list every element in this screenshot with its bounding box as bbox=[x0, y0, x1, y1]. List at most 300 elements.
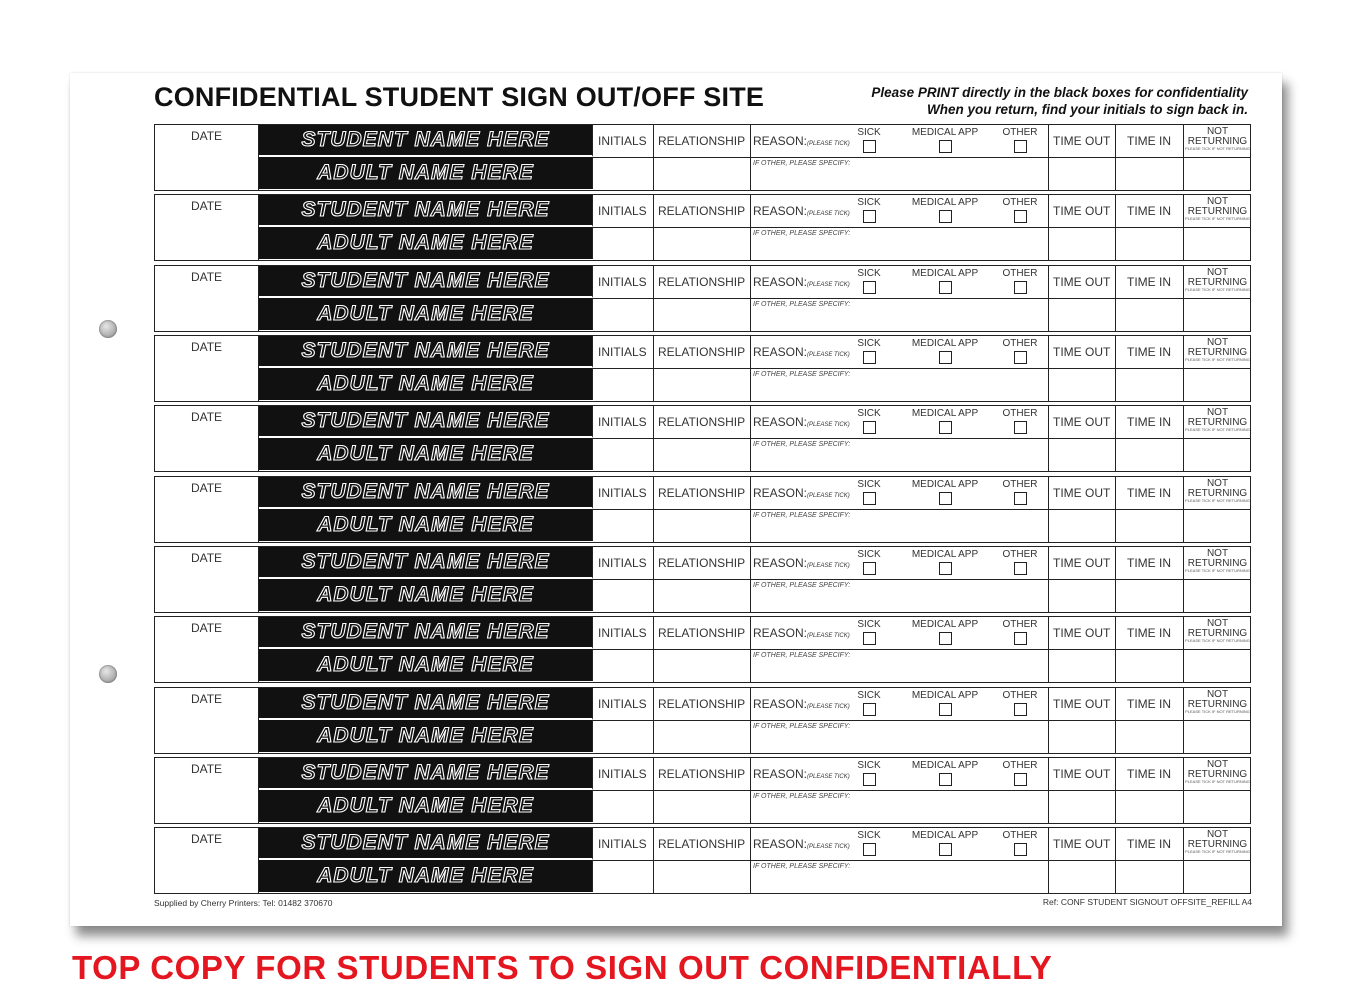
reason-label bbox=[753, 415, 850, 429]
not-returning-cell[interactable] bbox=[1183, 338, 1252, 362]
row-divider bbox=[593, 227, 1250, 228]
column-divider bbox=[1115, 547, 1116, 612]
adult-name-box[interactable] bbox=[259, 298, 593, 330]
date-label: DATE bbox=[190, 762, 223, 777]
student-name-placeholder: STUDENT NAME HERE bbox=[301, 409, 550, 433]
date-label: DATE bbox=[190, 199, 223, 214]
time-in-label: TIME IN bbox=[1127, 204, 1171, 219]
other-option bbox=[1000, 338, 1040, 364]
adult-name-placeholder: ADULT NAME HERE bbox=[317, 161, 534, 184]
other-checkbox[interactable] bbox=[1014, 703, 1027, 716]
student-name-box[interactable] bbox=[259, 547, 593, 579]
sick-checkbox[interactable] bbox=[863, 773, 876, 786]
not-returning-label: NOT RETURNING bbox=[1187, 759, 1248, 781]
time-out-label: TIME OUT bbox=[1053, 415, 1111, 430]
other-checkbox[interactable] bbox=[1014, 421, 1027, 434]
time-out-label: TIME OUT bbox=[1053, 767, 1111, 782]
other-option bbox=[1000, 690, 1040, 716]
student-name-box[interactable] bbox=[259, 125, 593, 157]
student-name-box[interactable] bbox=[259, 758, 593, 790]
specify-label: IF OTHER, PLEASE SPECIFY: bbox=[753, 652, 851, 660]
other-label: OTHER bbox=[1002, 478, 1038, 490]
reason-label bbox=[753, 204, 850, 218]
student-name-box[interactable] bbox=[259, 266, 593, 298]
medical-label: MEDICAL APP bbox=[911, 478, 979, 490]
not-returning-hint: PLEASE TICK IF NOT RETURNING bbox=[1185, 568, 1250, 574]
relationship-label: RELATIONSHIP bbox=[658, 556, 746, 571]
adult-name-box[interactable] bbox=[259, 720, 593, 752]
other-option bbox=[1000, 127, 1040, 153]
not-returning-cell[interactable] bbox=[1183, 408, 1252, 432]
date-label: DATE bbox=[190, 832, 223, 847]
time-in-label: TIME IN bbox=[1127, 556, 1171, 571]
date-cell[interactable] bbox=[155, 336, 259, 401]
other-checkbox[interactable] bbox=[1014, 210, 1027, 223]
specify-label: IF OTHER, PLEASE SPECIFY: bbox=[753, 160, 851, 167]
other-label: OTHER bbox=[1002, 127, 1038, 138]
adult-name-box[interactable] bbox=[259, 860, 593, 892]
specify-label: IF OTHER, PLEASE SPECIFY: bbox=[753, 230, 851, 238]
row-divider bbox=[593, 790, 1250, 791]
sick-checkbox[interactable] bbox=[863, 632, 876, 645]
other-checkbox[interactable] bbox=[1014, 351, 1027, 364]
student-name-box[interactable] bbox=[259, 477, 593, 509]
specify-label: IF OTHER, PLEASE SPECIFY: bbox=[753, 582, 851, 590]
date-cell[interactable] bbox=[155, 125, 259, 190]
not-returning-hint: PLEASE TICK IF NOT RETURNING bbox=[1185, 849, 1250, 855]
column-divider bbox=[750, 125, 751, 190]
student-name-placeholder: STUDENT NAME HERE bbox=[301, 198, 550, 222]
sick-checkbox[interactable] bbox=[863, 210, 876, 223]
medical-checkbox[interactable] bbox=[939, 210, 952, 223]
punch-hole bbox=[99, 320, 117, 338]
column-divider bbox=[653, 758, 654, 823]
reason-hint: (PLEASE TICK) bbox=[807, 703, 850, 710]
initials-label: INITIALS bbox=[598, 696, 647, 711]
column-divider bbox=[750, 406, 751, 471]
student-name-placeholder: STUDENT NAME HERE bbox=[301, 620, 550, 644]
relationship-label: RELATIONSHIP bbox=[658, 837, 746, 852]
adult-name-placeholder: ADULT NAME HERE bbox=[317, 723, 534, 747]
medical-option bbox=[907, 197, 983, 223]
row-divider bbox=[593, 649, 1250, 650]
reason-text: REASON: bbox=[753, 485, 808, 500]
other-label: OTHER bbox=[1002, 267, 1038, 279]
signout-row bbox=[154, 687, 1251, 754]
signout-row bbox=[154, 546, 1251, 613]
reason-label bbox=[753, 486, 850, 500]
sick-label: SICK bbox=[857, 197, 881, 209]
student-name-placeholder: STUDENT NAME HERE bbox=[301, 690, 550, 714]
other-checkbox[interactable] bbox=[1014, 773, 1027, 786]
row-divider bbox=[593, 579, 1250, 580]
sick-checkbox[interactable] bbox=[863, 281, 876, 294]
column-divider bbox=[1048, 688, 1049, 753]
date-cell[interactable] bbox=[155, 617, 259, 682]
column-divider bbox=[1115, 195, 1116, 260]
medical-checkbox[interactable] bbox=[939, 140, 952, 153]
sick-label: SICK bbox=[857, 267, 881, 279]
other-checkbox[interactable] bbox=[1014, 632, 1027, 645]
footer-ref: Ref: CONF STUDENT SIGNOUT OFFSITE_REFILL A4 bbox=[1042, 897, 1252, 907]
adult-name-box[interactable] bbox=[259, 649, 593, 681]
not-returning-cell[interactable] bbox=[1183, 619, 1252, 643]
column-divider bbox=[750, 195, 751, 260]
reason-hint: (PLEASE TICK) bbox=[807, 492, 850, 499]
column-divider bbox=[1115, 406, 1116, 471]
medical-checkbox[interactable] bbox=[939, 843, 952, 856]
column-divider bbox=[1048, 195, 1049, 260]
not-returning-label: NOT RETURNING bbox=[1187, 829, 1248, 851]
student-name-box[interactable] bbox=[259, 195, 593, 227]
student-name-placeholder: STUDENT NAME HERE bbox=[301, 831, 550, 855]
medical-checkbox[interactable] bbox=[939, 562, 952, 575]
not-returning-cell[interactable] bbox=[1183, 268, 1252, 292]
other-checkbox[interactable] bbox=[1014, 562, 1027, 575]
initials-label: INITIALS bbox=[598, 204, 647, 219]
column-divider bbox=[1048, 125, 1049, 190]
sick-checkbox[interactable] bbox=[863, 492, 876, 505]
row-divider bbox=[593, 720, 1250, 721]
medical-label: MEDICAL APP bbox=[911, 408, 979, 420]
column-divider bbox=[653, 406, 654, 471]
medical-checkbox[interactable] bbox=[939, 773, 952, 786]
sick-option bbox=[855, 830, 883, 856]
column-divider bbox=[1048, 406, 1049, 471]
not-returning-label: NOT RETURNING bbox=[1187, 196, 1248, 218]
student-name-placeholder: STUDENT NAME HERE bbox=[301, 128, 550, 151]
reason-label bbox=[753, 626, 850, 640]
time-in-label: TIME IN bbox=[1127, 274, 1171, 289]
sick-label: SICK bbox=[857, 830, 881, 842]
other-checkbox[interactable] bbox=[1014, 281, 1027, 294]
column-divider bbox=[750, 547, 751, 612]
not-returning-cell[interactable] bbox=[1183, 479, 1252, 503]
reason-hint: (PLEASE TICK) bbox=[807, 352, 850, 359]
column-divider bbox=[1048, 547, 1049, 612]
signout-row bbox=[154, 616, 1251, 683]
reason-text: REASON: bbox=[753, 134, 808, 148]
reason-text: REASON: bbox=[753, 274, 808, 289]
time-in-label: TIME IN bbox=[1127, 134, 1171, 148]
medical-checkbox[interactable] bbox=[939, 632, 952, 645]
column-divider bbox=[653, 617, 654, 682]
medical-label: MEDICAL APP bbox=[911, 197, 979, 209]
sick-checkbox[interactable] bbox=[863, 140, 876, 153]
other-option bbox=[1000, 197, 1040, 223]
reason-label bbox=[753, 697, 850, 711]
medical-label: MEDICAL APP bbox=[911, 267, 979, 279]
row-divider bbox=[593, 298, 1250, 299]
relationship-label: RELATIONSHIP bbox=[658, 485, 746, 500]
medical-option bbox=[907, 479, 983, 505]
column-divider bbox=[1115, 758, 1116, 823]
column-divider bbox=[1115, 477, 1116, 542]
column-divider bbox=[750, 828, 751, 893]
adult-name-box[interactable] bbox=[259, 368, 593, 400]
column-divider bbox=[750, 266, 751, 331]
not-returning-cell[interactable] bbox=[1183, 830, 1252, 854]
student-name-placeholder: STUDENT NAME HERE bbox=[301, 550, 550, 574]
date-cell[interactable] bbox=[155, 477, 259, 542]
signout-row bbox=[154, 335, 1251, 402]
initials-label: INITIALS bbox=[598, 134, 647, 148]
signout-row bbox=[154, 757, 1251, 824]
medical-label: MEDICAL APP bbox=[911, 549, 979, 561]
time-out-label: TIME OUT bbox=[1053, 485, 1111, 500]
sick-option bbox=[855, 268, 883, 294]
sick-option bbox=[855, 338, 883, 364]
column-divider bbox=[1048, 477, 1049, 542]
not-returning-label: NOT RETURNING bbox=[1187, 266, 1248, 288]
adult-name-placeholder: ADULT NAME HERE bbox=[317, 653, 534, 677]
other-checkbox[interactable] bbox=[1014, 492, 1027, 505]
sick-label: SICK bbox=[857, 408, 881, 420]
column-divider bbox=[1115, 125, 1116, 190]
relationship-label: RELATIONSHIP bbox=[658, 134, 746, 148]
initials-label: INITIALS bbox=[598, 415, 647, 430]
sick-checkbox[interactable] bbox=[863, 562, 876, 575]
reason-label bbox=[753, 134, 850, 148]
date-cell[interactable] bbox=[155, 828, 259, 893]
date-cell[interactable] bbox=[155, 266, 259, 331]
medical-checkbox[interactable] bbox=[939, 703, 952, 716]
initials-label: INITIALS bbox=[598, 274, 647, 289]
specify-label: IF OTHER, PLEASE SPECIFY: bbox=[753, 300, 851, 308]
other-checkbox[interactable] bbox=[1014, 843, 1027, 856]
sick-option bbox=[855, 479, 883, 505]
time-in-label: TIME IN bbox=[1127, 626, 1171, 641]
signout-row bbox=[154, 827, 1251, 894]
reason-label bbox=[753, 345, 850, 359]
medical-option bbox=[907, 619, 983, 645]
column-divider bbox=[1115, 688, 1116, 753]
date-cell[interactable] bbox=[155, 195, 259, 260]
column-divider bbox=[750, 336, 751, 401]
date-cell[interactable] bbox=[155, 758, 259, 823]
form-title: CONFIDENTIAL STUDENT SIGN OUT/OFF SITE bbox=[154, 82, 765, 112]
not-returning-cell[interactable] bbox=[1183, 549, 1252, 573]
relationship-label: RELATIONSHIP bbox=[658, 767, 746, 782]
other-option bbox=[1000, 619, 1040, 645]
student-name-box[interactable] bbox=[259, 406, 593, 438]
other-option bbox=[1000, 549, 1040, 575]
adult-name-placeholder: ADULT NAME HERE bbox=[317, 512, 534, 536]
medical-label: MEDICAL APP bbox=[911, 689, 979, 701]
reason-label bbox=[753, 767, 850, 781]
signout-rows bbox=[154, 124, 1251, 898]
not-returning-hint: PLEASE TICK IF NOT RETURNING bbox=[1185, 357, 1250, 363]
signout-row bbox=[154, 194, 1251, 261]
student-name-box[interactable] bbox=[259, 336, 593, 368]
initials-label: INITIALS bbox=[598, 767, 647, 782]
other-option bbox=[1000, 760, 1040, 786]
reason-hint: (PLEASE TICK) bbox=[807, 281, 850, 288]
column-divider bbox=[653, 828, 654, 893]
medical-checkbox[interactable] bbox=[939, 351, 952, 364]
sick-option bbox=[855, 127, 883, 153]
student-name-box[interactable] bbox=[259, 688, 593, 720]
instructions bbox=[871, 84, 1248, 118]
other-option bbox=[1000, 479, 1040, 505]
adult-name-placeholder: ADULT NAME HERE bbox=[317, 794, 534, 818]
medical-checkbox[interactable] bbox=[939, 421, 952, 434]
column-divider bbox=[653, 266, 654, 331]
column-divider bbox=[750, 758, 751, 823]
initials-label: INITIALS bbox=[598, 345, 647, 360]
time-out-label: TIME OUT bbox=[1053, 345, 1111, 360]
row-divider bbox=[593, 509, 1250, 510]
adult-name-box[interactable] bbox=[259, 579, 593, 611]
relationship-label: RELATIONSHIP bbox=[658, 415, 746, 430]
sick-checkbox[interactable] bbox=[863, 421, 876, 434]
other-label: OTHER bbox=[1002, 549, 1038, 561]
adult-name-box[interactable] bbox=[259, 790, 593, 822]
specify-label: IF OTHER, PLEASE SPECIFY: bbox=[753, 511, 851, 519]
medical-label: MEDICAL APP bbox=[911, 830, 979, 842]
top-copy-banner: TOP COPY FOR STUDENTS TO SIGN OUT CONFIDENTIALLY bbox=[72, 949, 1053, 986]
other-option bbox=[1000, 268, 1040, 294]
other-option bbox=[1000, 408, 1040, 434]
row-divider bbox=[593, 157, 1250, 158]
date-label: DATE bbox=[190, 691, 223, 706]
column-divider bbox=[653, 547, 654, 612]
sick-option bbox=[855, 408, 883, 434]
not-returning-label: NOT RETURNING bbox=[1187, 407, 1248, 429]
initials-label: INITIALS bbox=[598, 485, 647, 500]
not-returning-cell[interactable] bbox=[1183, 197, 1252, 221]
specify-label: IF OTHER, PLEASE SPECIFY: bbox=[753, 722, 851, 730]
relationship-label: RELATIONSHIP bbox=[658, 626, 746, 641]
column-divider bbox=[653, 336, 654, 401]
signout-row bbox=[154, 405, 1251, 472]
column-divider bbox=[1115, 617, 1116, 682]
sick-label: SICK bbox=[857, 127, 881, 138]
time-in-label: TIME IN bbox=[1127, 837, 1171, 852]
time-out-label: TIME OUT bbox=[1053, 204, 1111, 219]
initials-label: INITIALS bbox=[598, 556, 647, 571]
medical-option bbox=[907, 338, 983, 364]
time-out-label: TIME OUT bbox=[1053, 274, 1111, 289]
not-returning-hint: PLEASE TICK IF NOT RETURNING bbox=[1185, 779, 1250, 785]
date-label: DATE bbox=[190, 480, 223, 495]
student-name-placeholder: STUDENT NAME HERE bbox=[301, 479, 550, 503]
time-in-label: TIME IN bbox=[1127, 767, 1171, 782]
reason-hint: (PLEASE TICK) bbox=[807, 774, 850, 781]
student-name-box[interactable] bbox=[259, 617, 593, 649]
medical-checkbox[interactable] bbox=[939, 281, 952, 294]
date-cell[interactable] bbox=[155, 406, 259, 471]
adult-name-placeholder: ADULT NAME HERE bbox=[317, 372, 534, 396]
time-out-label: TIME OUT bbox=[1053, 837, 1111, 852]
date-label: DATE bbox=[190, 129, 223, 143]
reason-text: REASON: bbox=[753, 837, 808, 852]
date-label: DATE bbox=[190, 340, 223, 355]
not-returning-hint: PLEASE TICK IF NOT RETURNING bbox=[1185, 427, 1250, 433]
date-label: DATE bbox=[190, 551, 223, 566]
other-checkbox[interactable] bbox=[1014, 140, 1027, 153]
not-returning-cell[interactable] bbox=[1183, 127, 1252, 151]
not-returning-label: NOT RETURNING bbox=[1187, 477, 1248, 499]
reason-hint: (PLEASE TICK) bbox=[807, 633, 850, 640]
reason-text: REASON: bbox=[753, 345, 808, 360]
time-in-label: TIME IN bbox=[1127, 485, 1171, 500]
column-divider bbox=[750, 477, 751, 542]
column-divider bbox=[653, 195, 654, 260]
sick-option bbox=[855, 197, 883, 223]
column-divider bbox=[750, 617, 751, 682]
time-in-label: TIME IN bbox=[1127, 696, 1171, 711]
sick-checkbox[interactable] bbox=[863, 703, 876, 716]
student-name-placeholder: STUDENT NAME HERE bbox=[301, 761, 550, 785]
sick-label: SICK bbox=[857, 619, 881, 631]
other-label: OTHER bbox=[1002, 830, 1038, 842]
sick-checkbox[interactable] bbox=[863, 351, 876, 364]
other-label: OTHER bbox=[1002, 689, 1038, 701]
signout-row bbox=[154, 265, 1251, 332]
specify-label: IF OTHER, PLEASE SPECIFY: bbox=[753, 441, 851, 449]
not-returning-hint: PLEASE TICK IF NOT RETURNING bbox=[1185, 708, 1250, 714]
time-out-label: TIME OUT bbox=[1053, 556, 1111, 571]
sick-label: SICK bbox=[857, 689, 881, 701]
sick-checkbox[interactable] bbox=[863, 843, 876, 856]
adult-name-box[interactable] bbox=[259, 157, 593, 189]
sick-option bbox=[855, 690, 883, 716]
student-name-placeholder: STUDENT NAME HERE bbox=[301, 268, 550, 292]
adult-name-box[interactable] bbox=[259, 438, 593, 470]
adult-name-box[interactable] bbox=[259, 227, 593, 259]
sick-label: SICK bbox=[857, 549, 881, 561]
not-returning-cell[interactable] bbox=[1183, 760, 1252, 784]
specify-label: IF OTHER, PLEASE SPECIFY: bbox=[753, 863, 851, 871]
adult-name-placeholder: ADULT NAME HERE bbox=[317, 231, 534, 255]
reason-label bbox=[753, 275, 850, 289]
medical-checkbox[interactable] bbox=[939, 492, 952, 505]
reason-label bbox=[753, 837, 850, 851]
reason-hint: (PLEASE TICK) bbox=[807, 563, 850, 570]
date-cell[interactable] bbox=[155, 547, 259, 612]
not-returning-label: NOT RETURNING bbox=[1187, 688, 1248, 710]
medical-label: MEDICAL APP bbox=[911, 760, 979, 772]
medical-option bbox=[907, 690, 983, 716]
other-label: OTHER bbox=[1002, 619, 1038, 631]
column-divider bbox=[1048, 828, 1049, 893]
relationship-label: RELATIONSHIP bbox=[658, 696, 746, 711]
time-out-label: TIME OUT bbox=[1053, 696, 1111, 711]
student-name-placeholder: STUDENT NAME HERE bbox=[301, 339, 550, 363]
medical-label: MEDICAL APP bbox=[911, 338, 979, 350]
relationship-label: RELATIONSHIP bbox=[658, 204, 746, 219]
reason-text: REASON: bbox=[753, 696, 808, 711]
adult-name-placeholder: ADULT NAME HERE bbox=[317, 442, 534, 466]
adult-name-box[interactable] bbox=[259, 509, 593, 541]
adult-name-placeholder: ADULT NAME HERE bbox=[317, 583, 534, 607]
specify-label: IF OTHER, PLEASE SPECIFY: bbox=[753, 793, 851, 801]
column-divider bbox=[653, 125, 654, 190]
student-name-box[interactable] bbox=[259, 828, 593, 860]
not-returning-hint: PLEASE TICK IF NOT RETURNING bbox=[1185, 216, 1250, 222]
medical-label: MEDICAL APP bbox=[911, 619, 979, 631]
medical-option bbox=[907, 127, 983, 153]
instruction-line: Please PRINT directly in the black boxes for confidentiality bbox=[871, 85, 1248, 100]
date-cell[interactable] bbox=[155, 688, 259, 753]
not-returning-hint: PLEASE TICK IF NOT RETURNING bbox=[1185, 146, 1250, 151]
time-in-label: TIME IN bbox=[1127, 345, 1171, 360]
reason-text: REASON: bbox=[753, 556, 808, 571]
reason-text: REASON: bbox=[753, 204, 808, 219]
medical-option bbox=[907, 760, 983, 786]
not-returning-cell[interactable] bbox=[1183, 690, 1252, 714]
